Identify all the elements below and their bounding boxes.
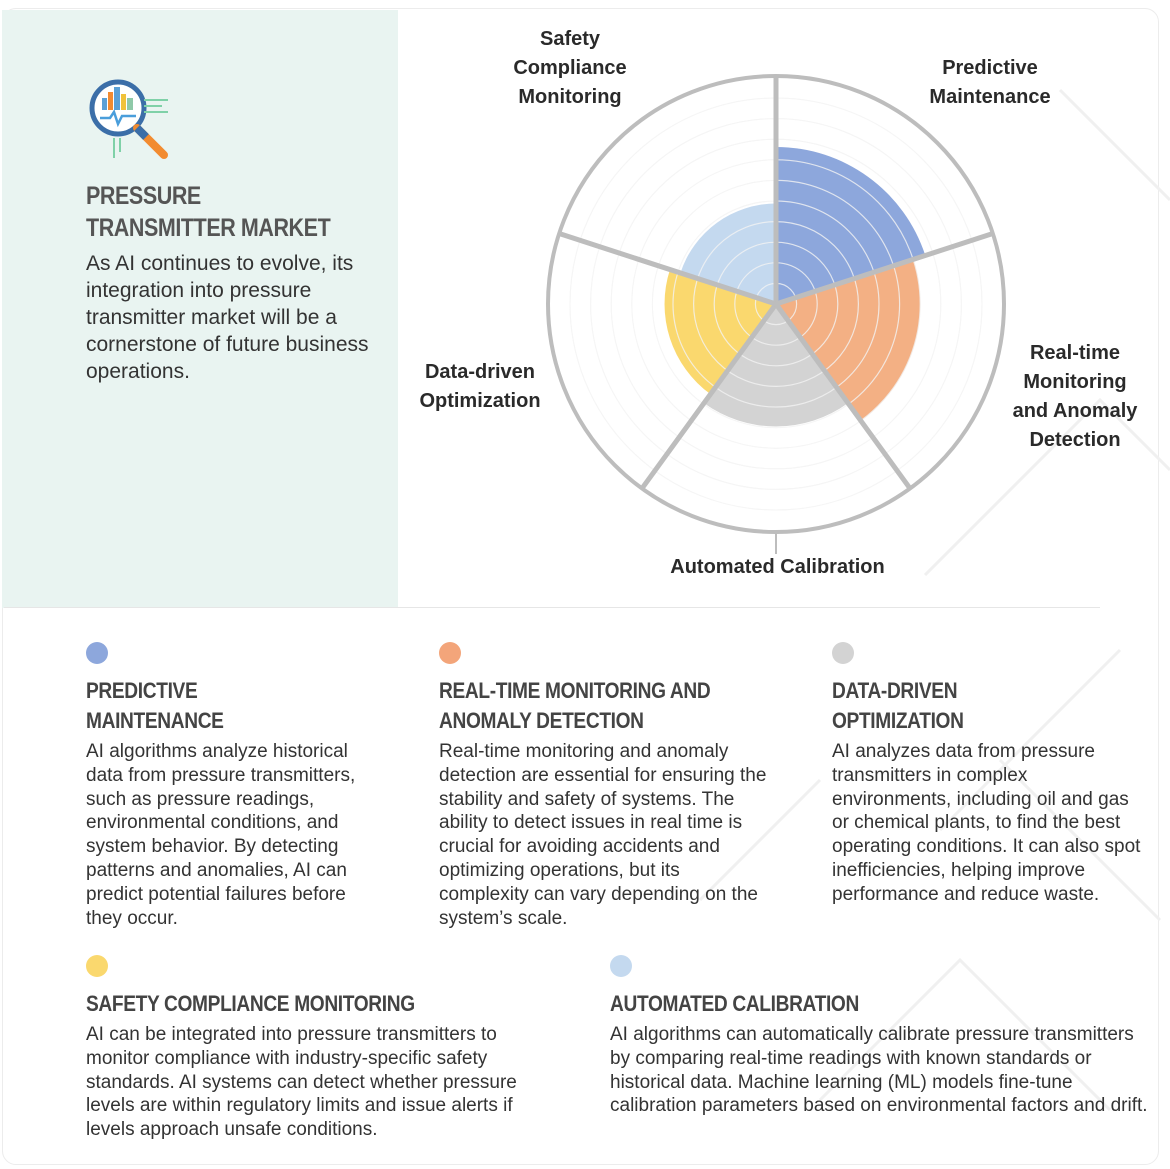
section-automated bbox=[610, 955, 1150, 1118]
section-body: AI algorithms can automatically calibrate pressure transmitters by comparing real-time readings with known standards or historical data. Machine learning (ML) models fine-tune calibration parameters based on environmental factors and drift. bbox=[610, 1024, 1148, 1117]
section-predictive bbox=[86, 642, 386, 930]
section-title: AUTOMATED CALIBRATION bbox=[610, 991, 859, 1016]
legend-dot-automated bbox=[610, 955, 632, 977]
section-body: AI analyzes data from pressure transmitters in complex environments, including oil and gas or chemical plants, to find the best operating conditions. It can also spot inefficiencies, helping improve performance and reduce waste. bbox=[832, 741, 1141, 905]
legend-dot-predictive bbox=[86, 642, 108, 664]
section-title: DATA-DRIVEN OPTIMIZATION bbox=[832, 678, 964, 733]
section-title: PREDICTIVE MAINTENANCE bbox=[86, 678, 224, 733]
legend-dot-realtime bbox=[439, 642, 461, 664]
market-analysis-icon bbox=[84, 78, 174, 168]
market-description: As AI continues to evolve, its integration into pressure transmitter market will be a cornerstone of future business operations. bbox=[86, 252, 369, 383]
segment-label-realtime: Real-time Monitoring and Anomaly Detection bbox=[1012, 342, 1138, 451]
market-title-line1: PRESSURE bbox=[86, 182, 201, 210]
section-title: REAL-TIME MONITORING AND ANOMALY DETECTION bbox=[439, 678, 711, 733]
section-safety bbox=[86, 955, 556, 1142]
section-realtime bbox=[439, 642, 774, 930]
section-body: Real-time monitoring and anomaly detection are essential for ensuring the stability and safety of systems. The ability to detect issues in real time is crucial for avoiding accidents and optimizing operations, but its complexity can vary depending on the system’s scale. bbox=[439, 741, 767, 929]
section-data-driven bbox=[832, 642, 1142, 907]
segment-label-predictive: Predictive Maintenance bbox=[929, 57, 1051, 108]
segment-label-data-driven: Data-driven Optimization bbox=[419, 361, 541, 412]
segment-label-safety: Safety Compliance Monitoring bbox=[513, 28, 627, 108]
market-title bbox=[86, 180, 386, 244]
section-title: SAFETY COMPLIANCE MONITORING bbox=[86, 991, 415, 1016]
section-body: AI algorithms analyze historical data from pressure transmitters, such as pressure readings, environmental conditions, and system behavior. By detecting patterns and anomalies, AI can predict potential failures before they occur. bbox=[86, 741, 356, 929]
segment-label-automated: Automated Calibration bbox=[670, 556, 885, 578]
legend-dot-data-driven bbox=[832, 642, 854, 664]
section-body: AI can be integrated into pressure transmitters to monitor compliance with industry-specific safety standards. AI systems can detect whether pressure levels are within regulatory limits and issue alerts if levels approach unsafe conditions. bbox=[86, 1024, 517, 1141]
legend-dot-safety bbox=[86, 955, 108, 977]
market-title-line2: TRANSMITTER MARKET bbox=[86, 214, 331, 242]
section-divider bbox=[4, 607, 1100, 608]
